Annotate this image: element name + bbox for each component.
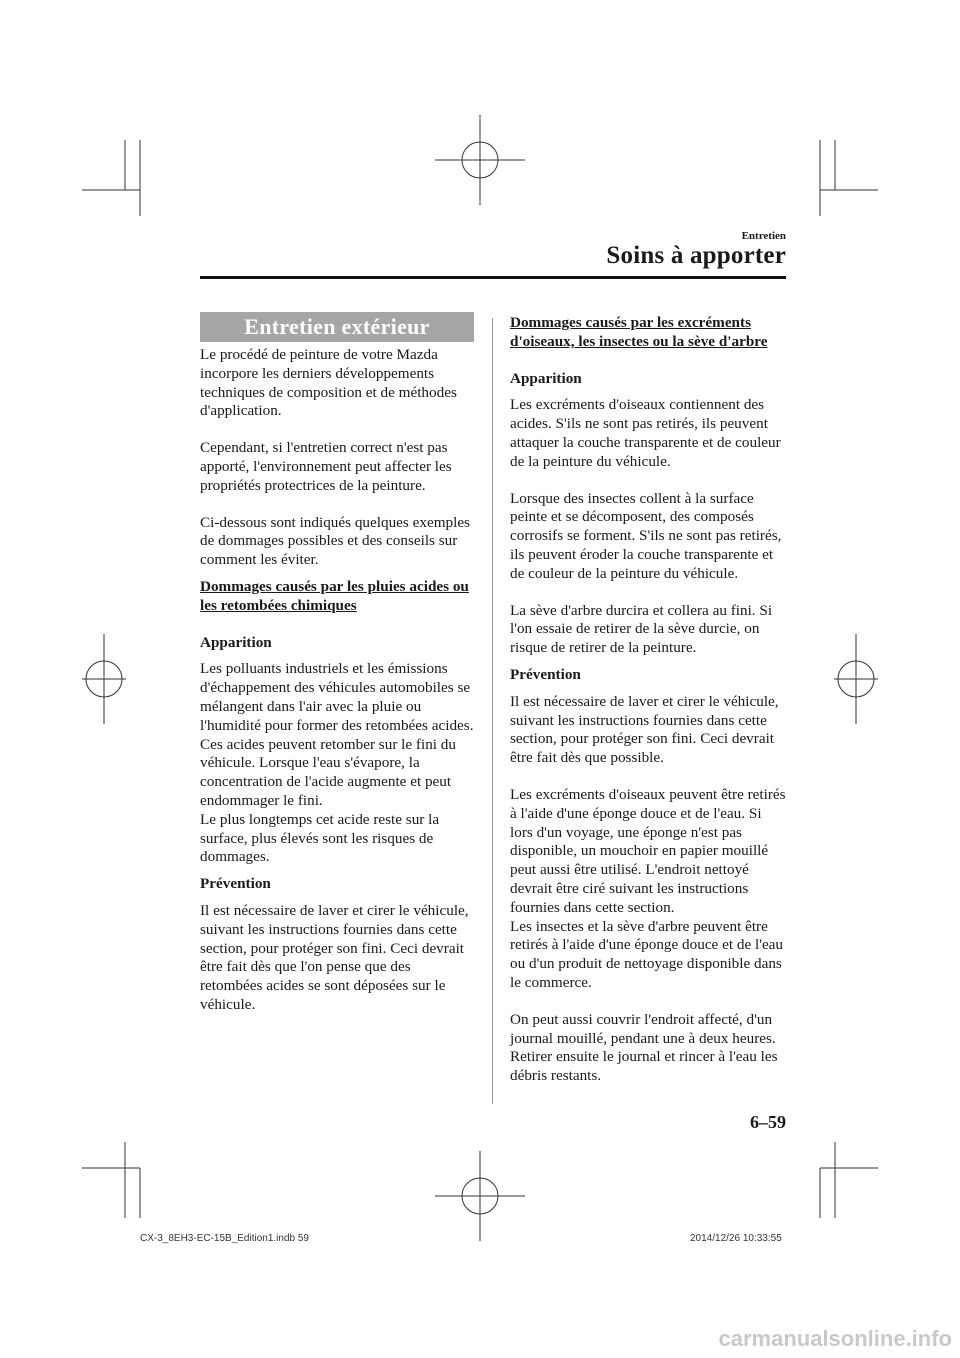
column-divider xyxy=(492,318,493,1104)
watermark: carmanualsonline.info xyxy=(718,1326,952,1351)
left-column xyxy=(200,312,474,1033)
intro-paragraph: Le procédé de peinture de votre Mazda incorpore les derniers développements techniques de composition et de méthodes d'application. xyxy=(200,346,457,420)
prevention-text: Les insectes et la sève d'arbre peuvent être retirés à l'aide d'une éponge douce et de l'eau ou d'un produit de nettoyage disponible dans le commerce. xyxy=(510,917,784,991)
apparition-heading: Apparition xyxy=(200,633,272,651)
header-page-title: Soins à apporter xyxy=(606,242,786,269)
acid-damage-heading: Dommages causés par les pluies acides ou les retombées chimiques xyxy=(200,577,469,614)
header-section-label: Entretien xyxy=(741,230,786,242)
prevention-text: Les excréments d'oiseaux peuvent être retirés à l'aide d'une éponge douce et de l'eau. Si lors d'un voyage, une éponge n'est pas disponible, un mouchoir en papier mouillé peut aussi être utilisé. L'endroit nettoyé devrait être ciré suivant les instructions fournies dans cette section. xyxy=(510,785,786,916)
intro-paragraph: Ci-dessous sont indiqués quelques exemples de dommages possibles et des conseils sur comment les éviter. xyxy=(200,513,470,569)
apparition-text: La sève d'arbre durcira et collera au fini. Si l'on essaie de retirer de la sève durcie, on risque de retirer de la peinture. xyxy=(510,601,773,657)
apparition-text: Les excréments d'oiseaux contiennent des acides. S'ils ne sont pas retirés, ils peuvent attaquer la couche transparente et de couleur de la peinture du véhicule. xyxy=(510,396,781,470)
right-column xyxy=(510,314,786,1104)
header-rule xyxy=(200,276,786,279)
footer-timestamp: 2014/12/26 10:33:55 xyxy=(690,1233,782,1244)
page-number: 6–59 xyxy=(750,1112,786,1132)
footer-file-name: CX-3_8EH3-EC-15B_Edition1.indb 59 xyxy=(140,1233,309,1244)
prevention-heading: Prévention xyxy=(200,875,271,893)
apparition-text: Lorsque des insectes collent à la surface peinte et se décomposent, des composés corrosifs se forment. S'ils ne sont pas retirés, ils peuvent éroder la couche transparente et de couleur de la peinture du véhicule. xyxy=(510,489,782,582)
prevention-text: Il est nécessaire de laver et cirer le véhicule, suivant les instructions fournies dans cette section, pour protéger son fini. Ceci devrait être fait dès que l'on pense que des retombées acides se sont déposées sur le véhicule. xyxy=(200,901,469,1013)
prevention-text: On peut aussi couvrir l'endroit affecté, d'un journal mouillé, pendant une à deux heures. Retirer ensuite le journal et rincer à l'eau les débris restants. xyxy=(510,1010,778,1085)
apparition-text: Les polluants industriels et les émissions d'échappement des véhicules automobiles se mélangent dans l'air avec la pluie ou l'humidité pour former des retombées acides. Ces acides peuvent retomber sur le fini du véhicule. Lorsque l'eau s'évapore, la concentration de l'acide augmente et peut endommager le fini. xyxy=(200,660,474,809)
section-banner: Entretien extérieur xyxy=(200,312,474,342)
apparition-text: Le plus longtemps cet acide reste sur la surface, plus élevés sont les risques de dommages. xyxy=(200,810,440,866)
apparition-heading: Apparition xyxy=(510,369,582,387)
intro-paragraph: Cependant, si l'entretien correct n'est pas apporté, l'environnement peut affecter les propriétés protectrices de la peinture. xyxy=(200,439,452,494)
prevention-heading: Prévention xyxy=(510,665,581,683)
bird-insect-sap-heading: Dommages causés par les excréments d'oiseaux, les insectes ou la sève d'arbre xyxy=(510,314,768,350)
prevention-text: Il est nécessaire de laver et cirer le véhicule, suivant les instructions fournies dans cette section, pour protéger son fini. Ceci devrait être fait dès que possible. xyxy=(510,692,779,767)
